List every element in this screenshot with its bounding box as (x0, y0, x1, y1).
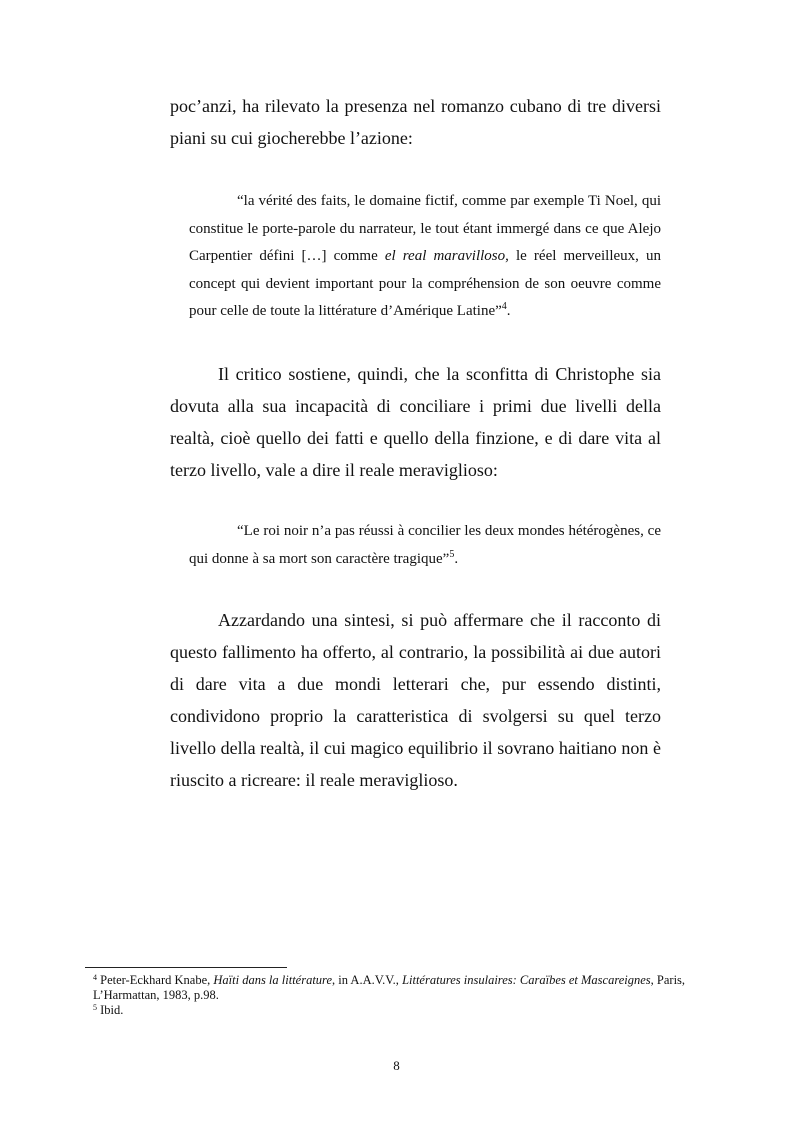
page-number: 8 (393, 1058, 400, 1073)
footnote-separator (85, 967, 287, 968)
block-quote-1 (189, 188, 661, 326)
footnote-4 (93, 973, 739, 1003)
footnote-5-text: Ibid. (100, 1003, 124, 1017)
footnote-ref-5[interactable]: 5 (449, 548, 455, 560)
footnote-4-rest: , Paris, L’Harmattan, 1983, p.98. (93, 973, 686, 1002)
quote-2-text: “Le roi noir n’a pas réussi à concilier les deux mondes hétérogènes, ce qui donne à sa mort son caractère tragique” (189, 523, 661, 567)
footnote-4-book: Littératures insulaires: Caraïbes et Mascareignes (402, 973, 651, 987)
footnotes (93, 973, 739, 1018)
block-quote-2 (189, 518, 661, 573)
footnote-4-title: Haïti dans la littérature (213, 973, 333, 987)
footnote-5-number: 5 (93, 1003, 97, 1012)
footnote-ref-4[interactable]: 4 (501, 301, 507, 312)
quote-1-text-after: , le réel merveilleux, un concept qui devient important pour la compréhension de son oeuvre comme pour celle de toute la littérature d’Amérique Latine” (189, 248, 661, 319)
paragraph-2: Il critico sostiene, quindi, che la sconfitta di Christophe sia dovuta alla sua incapacità di conciliare i primi due livelli della realtà, cioè quello dei fatti e quello della finzione, e di dare vita al terzo livello, vale a dire il reale meraviglioso: (170, 364, 661, 480)
footnote-4-number: 4 (93, 973, 97, 982)
footnote-4-middle: , in A.A.V.V., (332, 973, 403, 987)
paragraph-1: poc’anzi, ha rilevato la presenza nel romanzo cubano di tre diversi piani su cui giocherebbe l’azione: (170, 96, 661, 148)
quote-2-end: . (454, 550, 459, 567)
footnote-4-author: Peter-Eckhard Knabe, (100, 973, 214, 987)
quote-1-italic: el real maravilloso (384, 248, 506, 264)
footnote-5 (93, 1003, 739, 1018)
quote-1-end: . (506, 303, 511, 319)
paragraph-3: Azzardando una sintesi, si può affermare che il racconto di questo fallimento ha offerto, al contrario, la possibilità ai due autori di dare vita a due mondi letterari che, pur essendo distinti, condividono proprio la caratteristica di svolgersi su quel terzo livello della realtà, il cui magico equilibrio il sovrano haitiano non è riuscito a ricreare: il reale meraviglioso. (170, 610, 661, 790)
quote-1-text: “la vérité des faits, le domaine fictif, comme par exemple Ti Noel, qui constitue le porte-parole du narrateur, le tout étant immergé dans ce que Alejo Carpentier défini […] comme (189, 193, 661, 264)
